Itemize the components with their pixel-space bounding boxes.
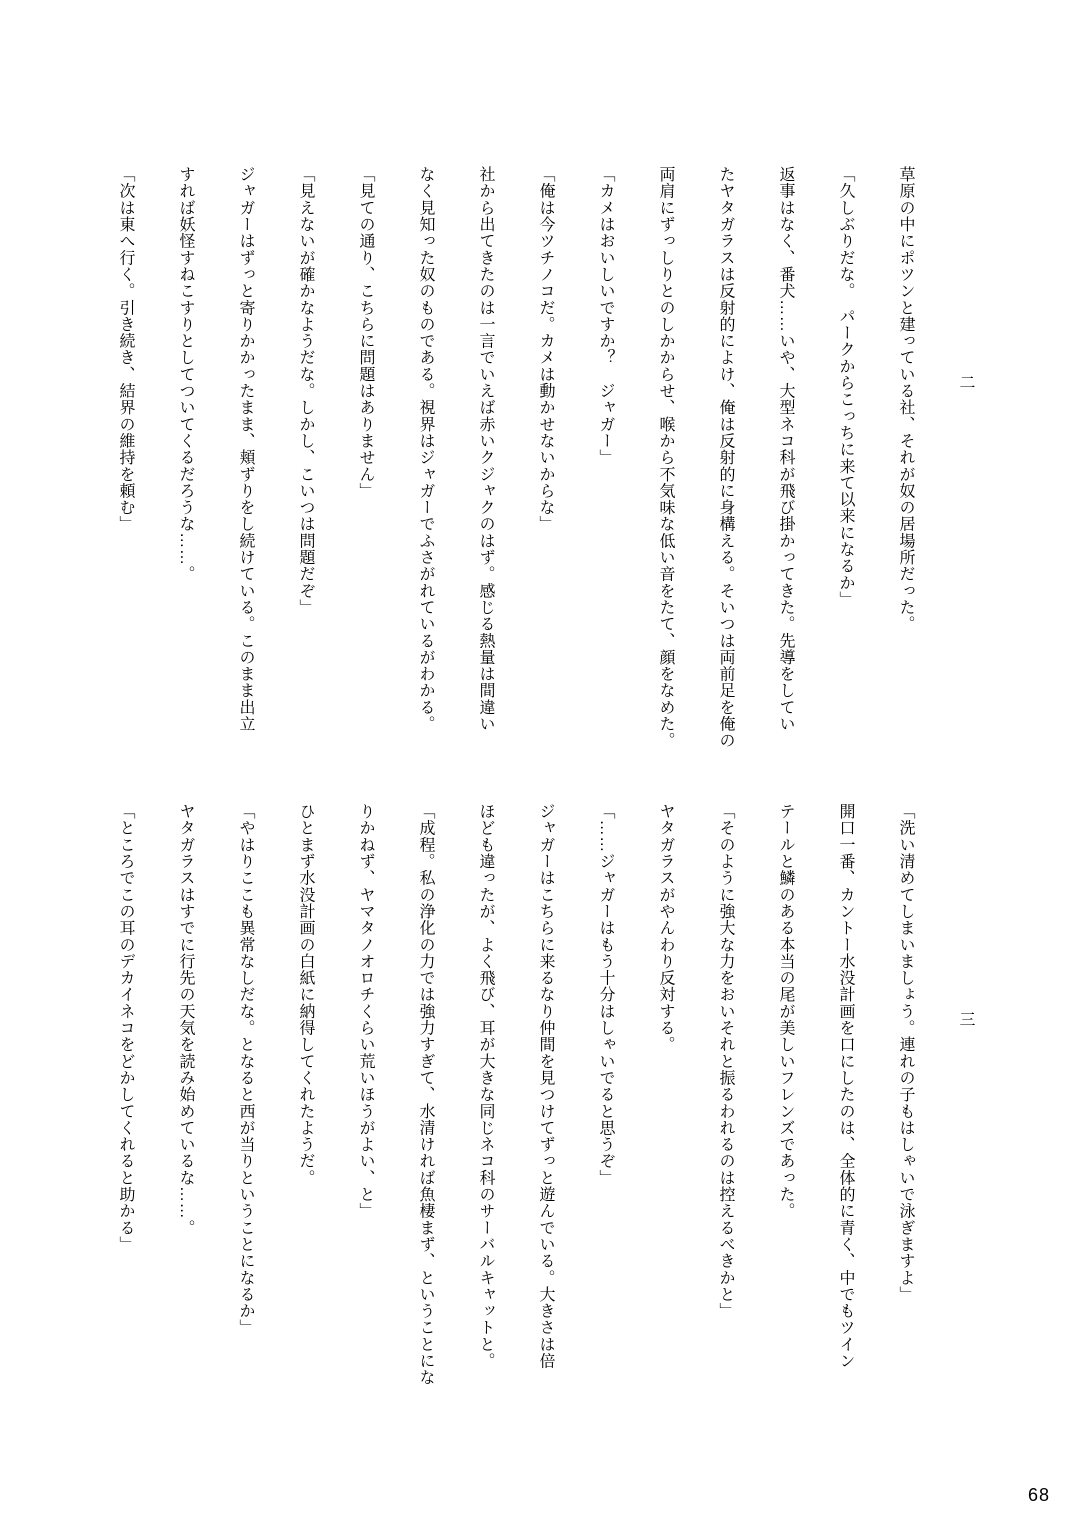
text-column: ヤタガラスがやんわり反対する。 — [657, 803, 674, 1053]
text-column: ヤタガラスはすでに行先の天気を読み始めているな……。 — [177, 803, 194, 1236]
text-column: ひとまず水没計画の白紙に納得してくれたようだ。 — [297, 803, 314, 1186]
text-column: 「ところでこの耳のデカイネコをどかしてくれると助かる」 — [117, 803, 134, 1253]
text-column: 「そのように強大な力をおいそれと振るわれるのは控えるべきかと」 — [717, 803, 734, 1320]
text-column: なく見知った奴のものである。視界はジャガーでふさがれているがわかる。 — [417, 166, 434, 733]
text-column: 「次は東へ行く。引き続き、結界の維持を頼む」 — [117, 166, 134, 533]
text-column: 「洗い清めてしまいましょう。連れの子もはしゃいで泳ぎますよ」 — [897, 803, 914, 1303]
text-column: ジャガーはずっと寄りかかったまま、頬ずりをし続けている。このまま出立 — [237, 166, 254, 733]
text-column: りかねず、ヤマタノオロチくらい荒いほうがよい、と」 — [357, 803, 374, 1220]
section-heading: 三 — [957, 1011, 974, 1028]
text-column: ジャガーはこちらに来るなり仲間を見つけてずっと遊んでいる。大きさは倍 — [537, 803, 554, 1370]
text-column: テールと鱗のある本当の尾が美しいフレンズであった。 — [777, 803, 794, 1220]
text-column: 「俺は今ツチノコだ。カメは動かせないからな」 — [537, 166, 554, 533]
text-column: 「成程。私の浄化の力では強力すぎて、水清ければ魚棲まず、ということにな — [417, 803, 434, 1386]
section-two-text-block — [95, 166, 995, 791]
text-column: 「見えないが確かなようだな。しかし、こいつは問題だぞ」 — [297, 166, 314, 616]
section-three-text-block — [95, 803, 995, 1428]
text-column: 草原の中にポツンと建っている社、それが奴の居場所だった。 — [897, 166, 914, 633]
text-column: 開口一番、カントー水没計画を口にしたのは、全体的に青く、中でもツイン — [837, 803, 854, 1370]
text-column: 「見ての通り、こちらに問題はありません」 — [357, 166, 374, 499]
section-heading: 二 — [957, 374, 974, 391]
text-column: 両肩にずっしりとのしかからせ、喉から不気味な低い音をたて、顔をなめた。 — [657, 166, 674, 749]
text-column: ほども違ったが、よく飛び、耳が大きな同じネコ科のサーバルキャットと。 — [477, 803, 494, 1370]
text-column: 社から出てきたのは一言でいえば赤いクジャクのはず。感じる熱量は間違い — [477, 166, 494, 733]
page-number: 68 — [1027, 1485, 1050, 1505]
text-column: たヤタガラスは反射的によけ、俺は反射的に身構える。そいつは両前足を俺の — [717, 166, 734, 749]
text-column: 返事はなく、番犬……いや、大型ネコ科が飛び掛かってきた。先導をしてい — [777, 166, 794, 733]
text-column: 「……ジャガーはもう十分はしゃいでると思うぞ」 — [597, 803, 614, 1186]
text-column: 「やはりここも異常なしだな。となると西が当りということになるか」 — [237, 803, 254, 1336]
text-column: すれば妖怪すねこすりとしてついてくるだろうな……。 — [177, 166, 194, 583]
text-column: 「カメはおいしいですか？ ジャガー」 — [597, 166, 614, 466]
text-column: 「久しぶりだな。 パークからこっちに来て以来になるか」 — [837, 166, 854, 608]
